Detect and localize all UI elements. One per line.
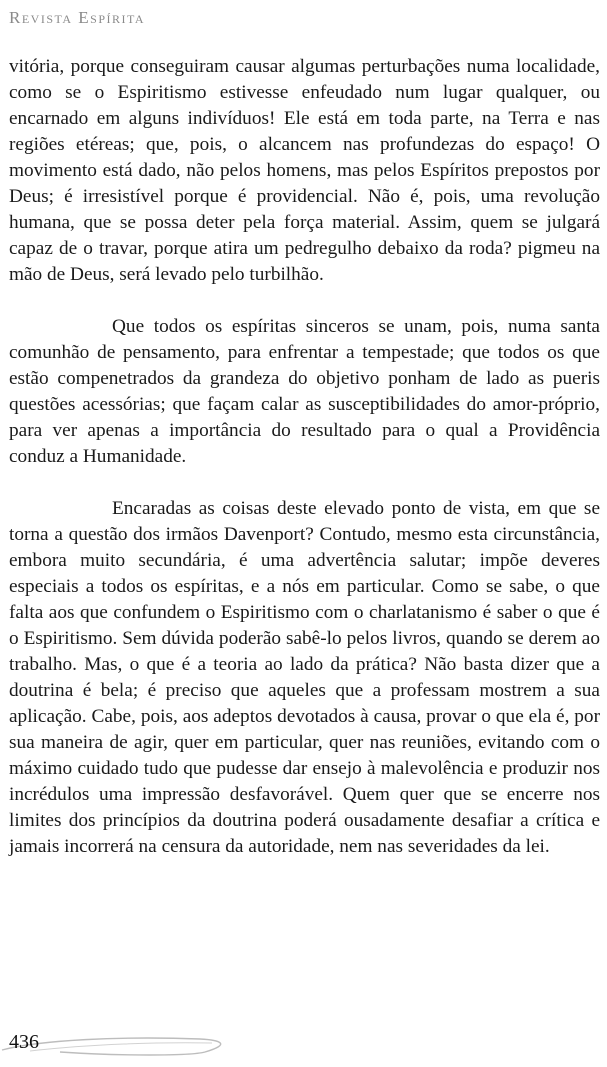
paragraph-2: Que todos os espíritas sinceros se unam, pois, numa santa comunhão de pensamento, para enfrentar a tempestade; que todos os que estão compenetrados da grandeza do objetivo ponham de lado as pueris questões acessórias; que façam calar as susceptibilidades do amor-próprio, para ver apenas a importância do resultado para o qual a Providência conduz a Humanidade. (9, 316, 600, 467)
page-number: 436 (9, 1031, 39, 1053)
paragraph-1: vitória, porque conseguiram causar algumas perturbações numa localidade, como se o Espiritismo estivesse enfeudado num lugar qualquer, ou encarnado em alguns indivíduos! Ele está em toda parte, na Terra e nas regiões etéreas; que, pois, o alcancem nas profundezas do espaço! O movimento está dado, não pelos homens, mas pelos Espíritos prepostos por Deus; é irresistível porque é providencial. Não é, pois, uma revolução humana, que se possa deter pela força material. Assim, quem se julgará capaz de o travar, porque atira um pedregulho debaixo da roda? pigmeu na mão de Deus, será levado pelo turbilhão. (9, 56, 600, 285)
running-header: Revista Espírita (9, 8, 146, 27)
paragraph-3: Encaradas as coisas deste elevado ponto de vista, em que se torna a questão dos irmãos Davenport? Contudo, mesmo esta circunstância, embora muito secundária, é uma advertência salutar; impõe deveres especiais a todos os espíritas, e a nós em particular. Como se sabe, o que falta aos que confundem o Espiritismo com o charlatanismo é saber o que é o Espiritismo. Sem dúvida poderão sabê-lo pelos livros, quando se derem ao trabalho. Mas, o que é a teoria ao lado da prática? Não basta dizer que a doutrina é bela; é preciso que aqueles que a professam mostrem a sua aplicação. Cabe, pois, aos adeptos devotados à causa, provar o que ela é, por sua maneira de agir, quer em particular, quer nas reuniões, evitando com o máximo cuidado tudo que pudesse dar ensejo à malevolência e produzir nos incrédulos uma impressão desfavorável. Quem quer que se encerre nos limites dos princípios da doutrina poderá ousadamente desafiar a crítica e jamais incorrerá na censura da autoridade, nem nas severidades da lei. (9, 498, 600, 857)
page-body (9, 54, 600, 860)
